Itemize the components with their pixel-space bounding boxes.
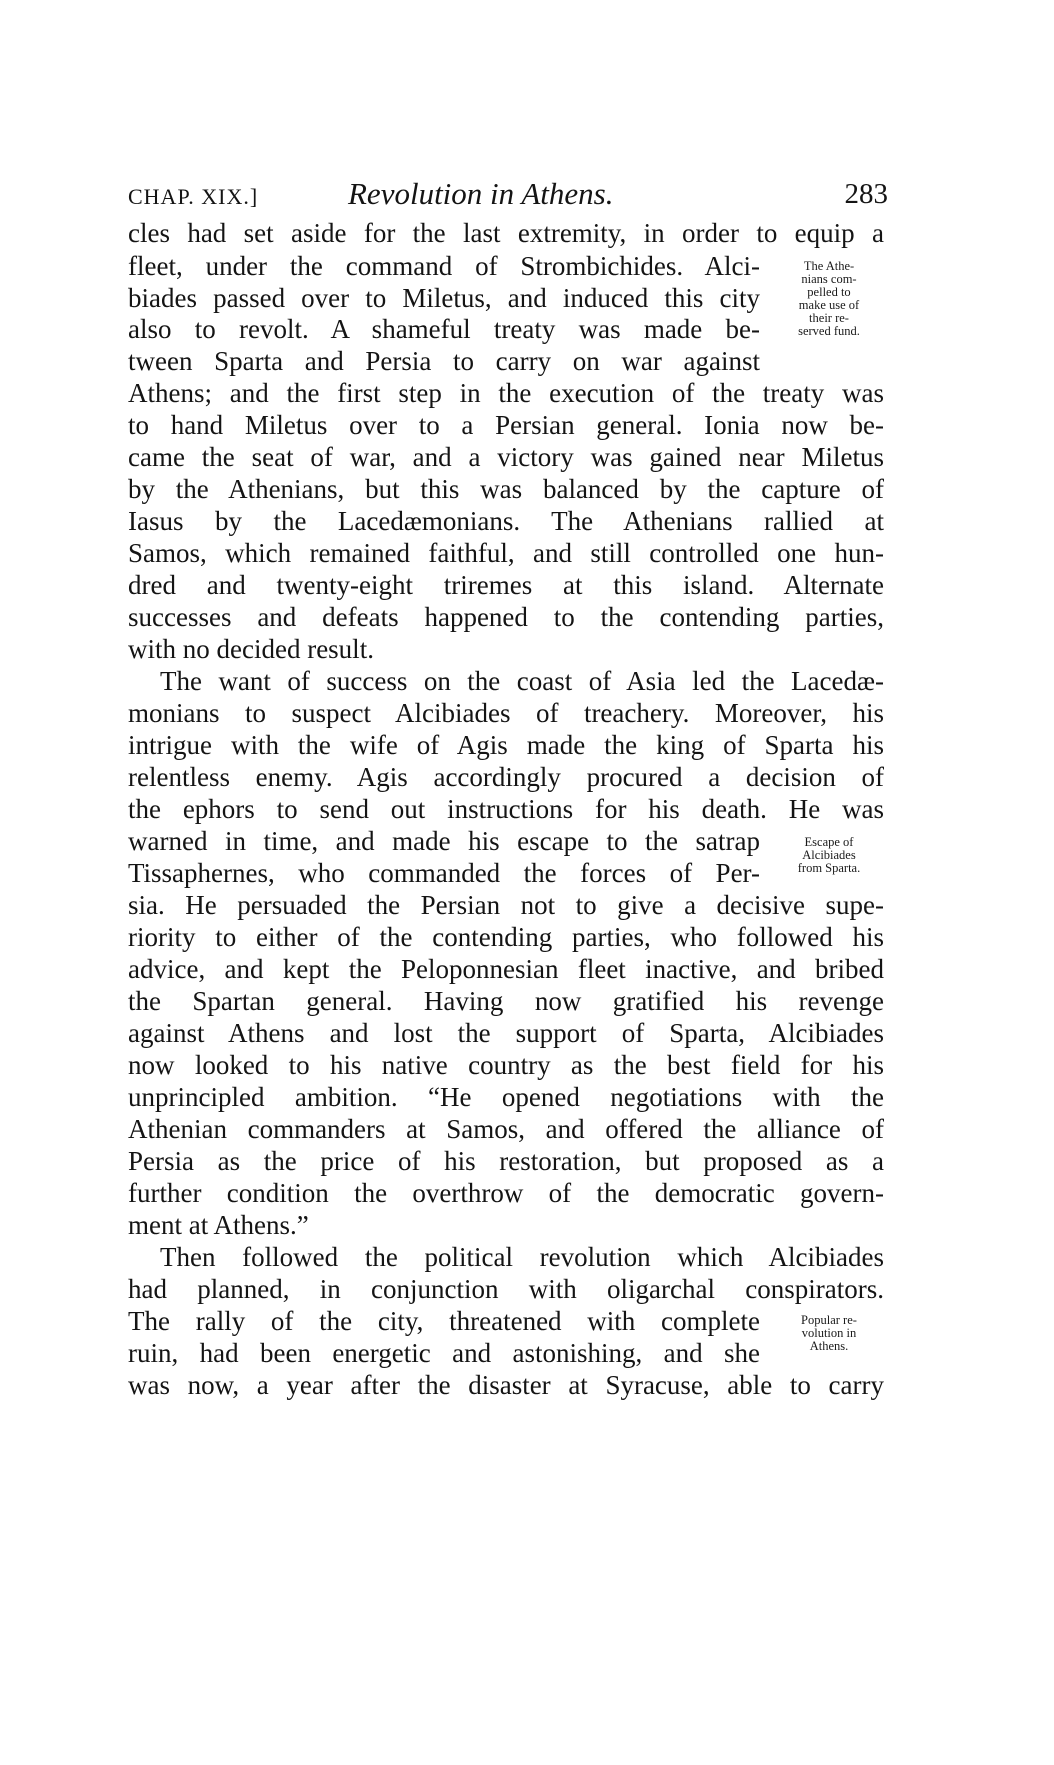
text-line: fleet, under the command of Strombichides. Alci- [128,251,760,281]
text-line: Athens; and the first step in the execution of the treaty was [128,378,884,408]
text-line: ment at Athens.” [128,1210,309,1240]
text-line: the Spartan general. Having now gratified his revenge [128,986,884,1016]
text-line: ruin, had been energetic and astonishing, and she [128,1338,760,1368]
sidenote-popular-revolution [770,1314,888,1353]
text-line: against Athens and lost the support of Sparta, Alcibiades [128,1018,884,1048]
text-line: sia. He persuaded the Persian not to give a decisive supe- [128,890,884,920]
text-line: also to revolt. A shameful treaty was made be- [128,314,760,344]
text-line: had planned, in conjunction with oligarchal conspirators. [128,1274,884,1304]
text-line: monians to suspect Alcibiades of treachery. Moreover, his [128,698,884,728]
text-line: Then followed the political revolution which Alcibiades [160,1242,884,1272]
text-line: with no decided result. [128,634,374,664]
text-line: Iasus by the Lacedæmonians. The Athenians rallied at [128,506,884,536]
text-line: came the seat of war, and a victory was gained near Miletus [128,442,884,472]
text-line: tween Sparta and Persia to carry on war against [128,346,760,376]
sidenote-line: nians com- [801,272,857,286]
sidenote-line: Alcibiades [802,848,856,862]
sidenote-line: make use of [798,298,860,312]
text-line: warned in time, and made his escape to the satrap [128,826,760,856]
sidenote-line: The Athe- [803,259,855,273]
text-line: Tissaphernes, who commanded the forces of Per- [128,858,760,888]
running-head [128,176,888,216]
sidenote-escape-of-alcibiades [770,836,888,875]
sidenote-line: pelled to [807,285,851,299]
text-line: by the Athenians, but this was balanced by the capture of [128,474,884,504]
text-line: Athenian commanders at Samos, and offered the alliance of [128,1114,884,1144]
text-line: intrigue with the wife of Agis made the king of Sparta his [128,730,884,760]
text-line: successes and defeats happened to the contending parties, [128,602,884,632]
text-line: to hand Miletus over to a Persian general. Ionia now be- [128,410,884,440]
page-title: Revolution in Athens. [348,176,614,211]
text-line: unprincipled ambition. “He opened negotiations with the [128,1082,884,1112]
sidenote-line: their re- [809,311,849,325]
sidenote-line: Popular re- [801,1313,857,1327]
chapter-label: CHAP. XIX.] [128,184,259,209]
sidenote-line: served fund. [798,324,860,338]
sidenote-line: volution in [801,1326,857,1340]
text-line: advice, and kept the Peloponnesian fleet inactive, and bribed [128,954,884,984]
text-line: further condition the overthrow of the democratic govern- [128,1178,884,1208]
text-line: The rally of the city, threatened with complete [128,1306,760,1336]
sidenote-reserved-fund [770,260,888,338]
text-line: now looked to his native country as the best field for his [128,1050,884,1080]
text-line: dred and twenty-eight triremes at this island. Alternate [128,570,884,600]
text-line: was now, a year after the disaster at Syracuse, able to carry [128,1370,884,1400]
sidenote-line: Escape of [804,835,854,849]
text-line: cles had set aside for the last extremity, in order to equip a [128,218,884,248]
text-line: biades passed over to Miletus, and induced this city [128,283,760,313]
text-line: The want of success on the coast of Asia led the Lacedæ- [160,666,884,696]
page-number: 283 [844,178,888,210]
text-line: relentless enemy. Agis accordingly procured a decision of [128,762,884,792]
text-line: the ephors to send out instructions for his death. He was [128,794,884,824]
text-line: Persia as the price of his restoration, but proposed as a [128,1146,884,1176]
text-line: riority to either of the contending parties, who followed his [128,922,884,952]
text-line: Samos, which remained faithful, and still controlled one hun- [128,538,884,568]
sidenote-line: from Sparta. [797,861,861,875]
sidenote-line: Athens. [809,1339,849,1353]
